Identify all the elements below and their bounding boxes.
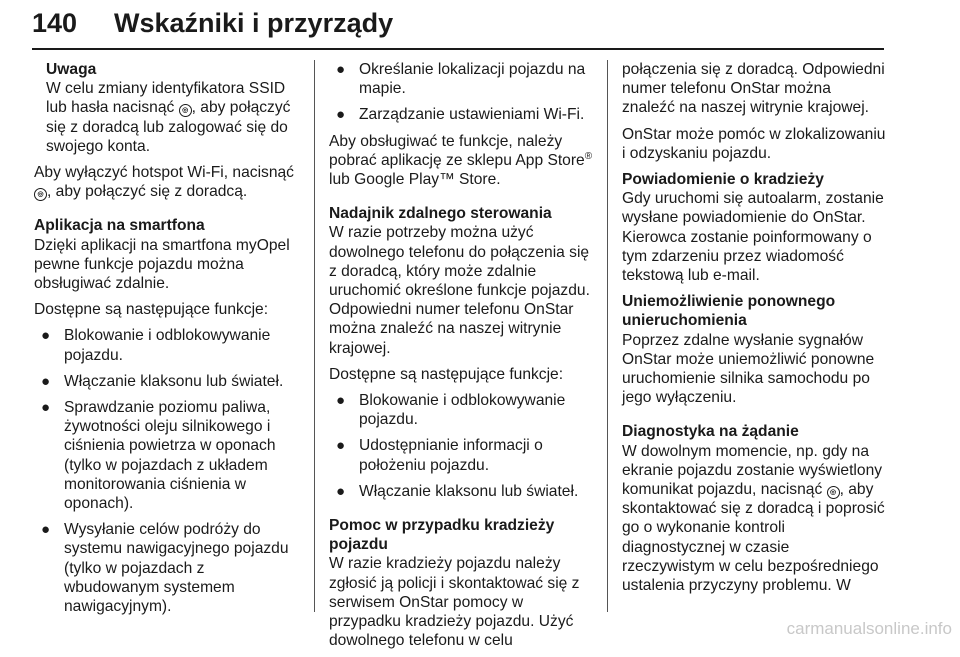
theft-text: W razie kradzieży pojazdu należy zgłosić ją policji i skontaktować się z serwisem OnStar pomocy w przypadku kradzieży pojazdu. Użyć dowolnego telefonu w celu: [329, 555, 580, 650]
list-item: ● Włączanie klaksonu lub świateł.: [41, 372, 284, 390]
watermark: carmanualsonline.info: [786, 619, 952, 638]
column-right: [622, 60, 886, 602]
hotspot-text: Aby wyłączyć hotspot Wi-Fi, nacisnąć ◎ , aby połączyć się z doradcą.: [34, 164, 294, 201]
bullet-dot-icon: ●: [41, 399, 51, 417]
bullet-dot-icon: ●: [336, 106, 346, 124]
note-text: W celu zmiany identyfikatora SSID lub hasła nacisnąć ◎ , aby połączyć się z doradcą lub zalogować się do swojego konta.: [46, 80, 291, 155]
remote-functions-list: [329, 391, 595, 501]
diagnostics-text: W dowolnym momencie, np. gdy na ekranie pojazdu zostanie wyświetlony komunikat pojazdu, nacisnąć ◎ , aby skontaktować się z doradcą i poprosić go o wykonanie kontroli diagnostycznej w czasie rzeczywistym w celu bezpośredniego ustalenia przyczyny problemu. W: [622, 442, 885, 595]
bullet-dot-icon: ●: [41, 327, 51, 345]
store-text: Aby obsługiwać te funkcje, należy pobrać aplikację ze sklepu App Store® lub Google Play™ Store.: [329, 132, 593, 189]
bullet-dot-icon: ●: [336, 392, 346, 410]
theft-alert-text: Gdy uruchomi się autoalarm, zostanie wysłane powiadomienie do OnStar. Kierowca zostanie poinformowany o tym zdarzeniu przez wiadomość tekstową lub e-mail.: [622, 190, 884, 285]
column-divider: [314, 60, 315, 612]
page-header: [32, 6, 932, 46]
header-rule: [32, 48, 884, 50]
immobilization-text: Poprzez zdalne wysłanie sygnałów OnStar może uniemożliwić ponowne uruchomienie silnika samochodu po jego wyłączeniu.: [622, 331, 875, 407]
list-item: ● Blokowanie i odblokowywanie pojazdu.: [41, 327, 271, 364]
app-functions-list: [34, 326, 300, 616]
functions-intro: Dostępne są następujące funkcje:: [329, 365, 564, 383]
onstar-service-icon: ◎: [179, 104, 192, 117]
bullet-dot-icon: ●: [336, 437, 346, 455]
onstar-service-icon: ◎: [34, 188, 47, 201]
page-number: 140: [32, 8, 78, 38]
list-item: ● Sprawdzanie poziomu paliwa, żywotności oleju silnikowego i ciśnienia powietrza w oponach (tylko w pojazdach z układem monitorowania ciśnienia w oponach).: [41, 399, 276, 513]
functions-intro: Dostępne są następujące funkcje:: [34, 301, 269, 319]
help-text: OnStar może pomóc w zlokalizowaniu i odzyskaniu pojazdu.: [622, 125, 886, 162]
immobilization-heading: Uniemożliwienie ponownego unieruchomienia: [622, 293, 836, 330]
list-item: ● Zarządzanie ustawieniami Wi-Fi.: [336, 106, 585, 124]
remote-heading: Nadajnik zdalnego sterowania: [329, 205, 552, 223]
column-left: [34, 60, 300, 623]
list-item: ● Włączanie klaksonu lub świateł.: [336, 482, 579, 500]
remote-text: W razie potrzeby można użyć dowolnego telefonu do połączenia się z doradcą, który może zdalnie uruchomić określone funkcje pojazdu. Odpowiedni numer telefonu OnStar można znaleźć na naszej witrynie krajowej.: [329, 224, 590, 357]
list-item: ● Blokowanie i odblokowywanie pojazdu.: [336, 392, 566, 429]
theft-heading: Pomoc w przypadku kradzieży pojazdu: [329, 517, 555, 554]
app-heading: Aplikacja na smartfona: [34, 217, 205, 235]
column-middle: [329, 60, 595, 657]
note-label: Uwaga: [46, 61, 97, 78]
theft-text-cont: połączenia się z doradcą. Odpowiedni numer telefonu OnStar można znaleźć na naszej witrynie krajowej.: [622, 61, 885, 117]
list-item: ● Udostępnianie informacji o położeniu pojazdu.: [336, 437, 543, 474]
onstar-service-icon: ◎: [827, 486, 840, 499]
note-box: [46, 60, 300, 156]
bullet-dot-icon: ●: [41, 521, 51, 539]
page-title: Wskaźniki i przyrządy: [114, 8, 394, 38]
bullet-dot-icon: ●: [336, 482, 346, 500]
app-functions-list-cont: [329, 60, 595, 125]
app-text: Dzięki aplikacji na smartfona myOpel pewne funkcje pojazdu można obsługiwać zdalnie.: [34, 236, 290, 293]
bullet-dot-icon: ●: [336, 61, 346, 78]
column-divider: [607, 60, 608, 612]
diagnostics-heading: Diagnostyka na żądanie: [622, 423, 799, 441]
list-item: ● Określanie lokalizacji pojazdu na mapie.: [336, 61, 586, 98]
bullet-dot-icon: ●: [41, 372, 51, 390]
theft-alert-heading: Powiadomienie o kradzieży: [622, 171, 824, 189]
list-item: ● Wysyłanie celów podróży do systemu nawigacyjnego pojazdu (tylko w pojazdach z wbudowanym systemem nawigacyjnym).: [41, 521, 289, 616]
